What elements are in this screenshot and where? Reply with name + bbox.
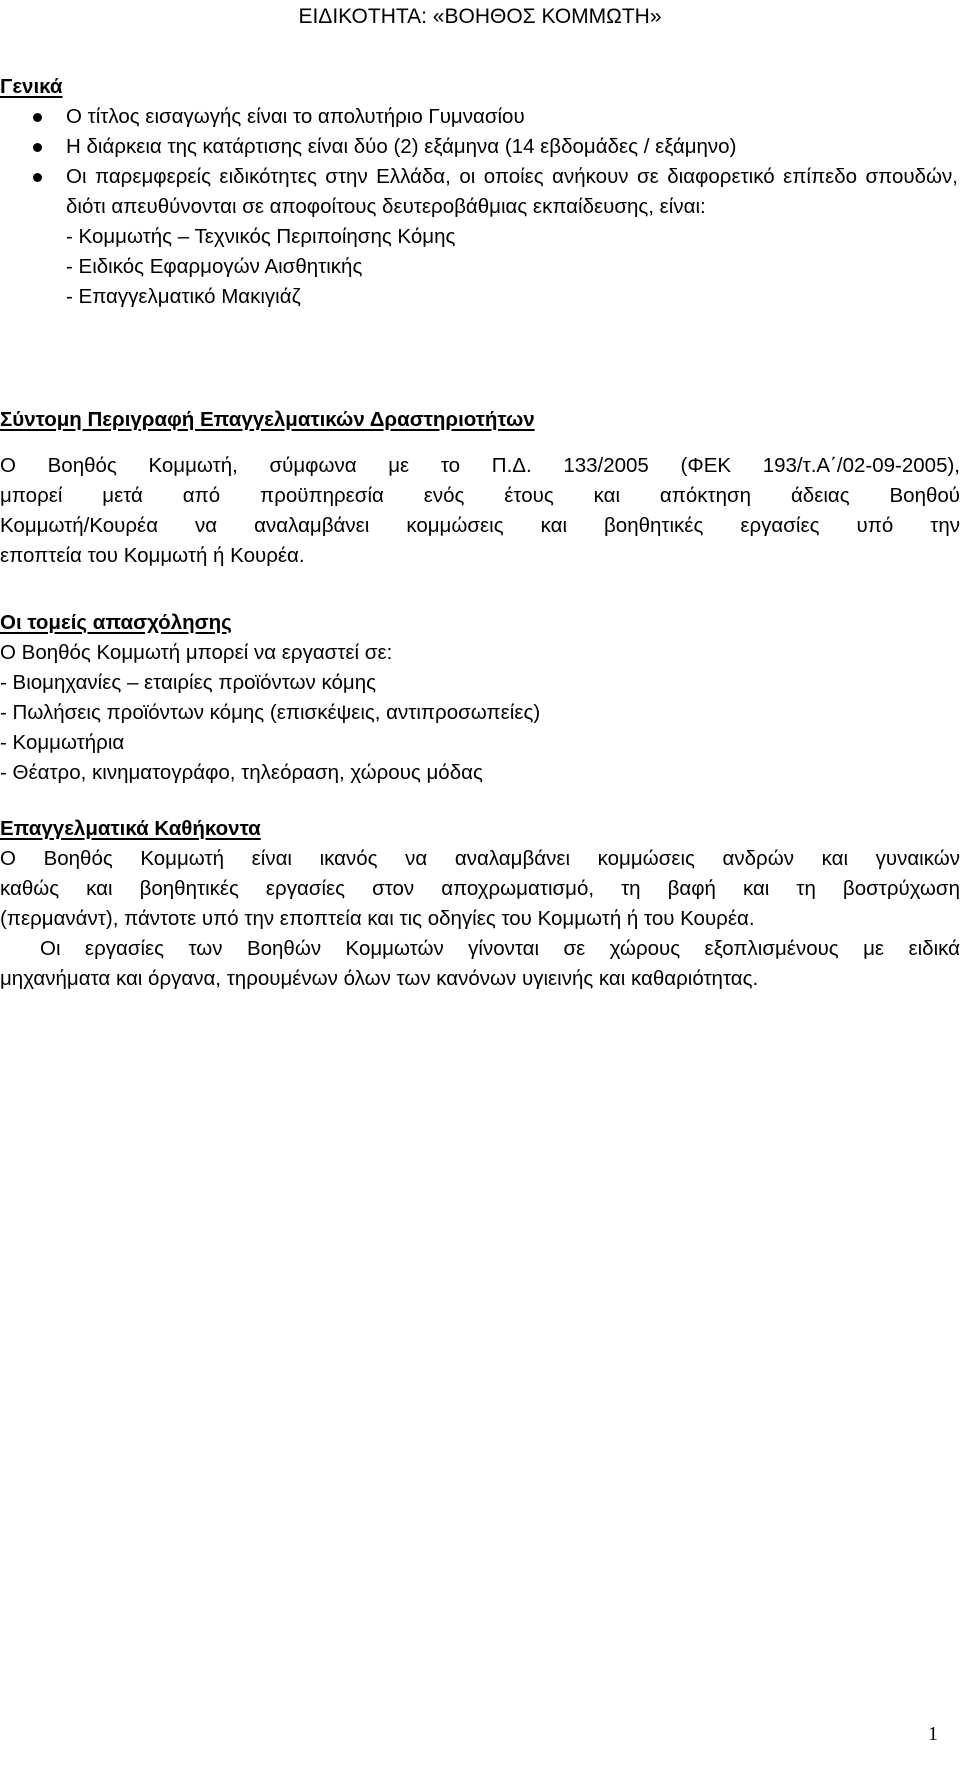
- related-specialty-item: - Ειδικός Εφαρμογών Αισθητικής: [66, 255, 363, 278]
- general-bullet-list: [0, 102, 960, 222]
- related-specialty-item: - Κομμωτής – Τεχνικός Περιποίησης Κόμης: [66, 225, 456, 248]
- duties-line: (περμανάντ), πάντοτε υπό την εποπτεία και τις οδηγίες του Κομμωτή ή του Κουρέα.: [0, 907, 755, 930]
- description-line: εποπτεία του Κομμωτή ή Κουρέα.: [0, 544, 305, 567]
- general-section: [0, 72, 960, 312]
- employment-heading: Οι τομείς απασχόλησης: [0, 611, 232, 634]
- duties-line: Ο Βοηθός Κομμωτή είναι ικανός να αναλαμβάνει κομμώσεις ανδρών και γυναικών: [0, 847, 960, 870]
- description-line: μπορεί μετά από προϋπηρεσία ενός έτους και απόκτηση άδειας Βοηθού: [0, 484, 960, 507]
- description-heading: Σύντομη Περιγραφή Επαγγελματικών Δραστηριοτήτων: [0, 408, 535, 431]
- list-item: [0, 102, 960, 132]
- employment-item: - Θέατρο, κινηματογράφο, τηλεόραση, χώρους μόδας: [0, 761, 483, 784]
- duties-line: καθώς και βοηθητικές εργασίες στον αποχρωματισμό, τη βαφή και τη βοστρύχωση: [0, 877, 960, 900]
- employment-intro: Ο Βοηθός Κομμωτή μπορεί να εργαστεί σε:: [0, 641, 393, 664]
- description-line: Ο Βοηθός Κομμωτή, σύμφωνα με το Π.Δ. 133/2005 (ΦΕΚ 193/τ.Α΄/02-09-2005),: [0, 454, 960, 477]
- page-number: 1: [928, 1723, 938, 1745]
- bullet-icon: [33, 113, 42, 122]
- bullet-icon: [33, 143, 42, 152]
- employment-section: [0, 608, 960, 788]
- document-title: ΕΙΔΙΚΟΤΗΤΑ: «ΒΟΗΘΟΣ ΚΟΜΜΩΤΗ»: [298, 5, 662, 28]
- related-specialty-item: - Επαγγελματικό Μακιγιάζ: [66, 285, 301, 308]
- list-item: [0, 132, 960, 162]
- bullet-text: Η διάρκεια της κατάρτισης είναι δύο (2) εξάμηνα (14 εβδομάδες / εξάμηνο): [66, 135, 737, 158]
- bullet-text: Ο τίτλος εισαγωγής είναι το απολυτήριο Γυμνασίου: [66, 105, 525, 128]
- duties-paragraph2-line: μηχανήματα και όργανα, τηρουμένων όλων των κανόνων υγιεινής και καθαριότητας.: [0, 967, 759, 990]
- duties-paragraph2-line: Οι εργασίες των Βοηθών Κομμωτών γίνονται σε χώρους εξοπλισμένους με ειδικά: [40, 937, 960, 960]
- description-section: [0, 405, 960, 571]
- general-heading: Γενικά: [0, 75, 63, 98]
- list-item: [0, 162, 960, 222]
- bullet-icon: [33, 173, 42, 182]
- duties-section: [0, 814, 960, 994]
- employment-item: - Πωλήσεις προϊόντων κόμης (επισκέψεις, αντιπροσωπείες): [0, 701, 541, 724]
- employment-item: - Βιομηχανίες – εταιρίες προϊόντων κόμης: [0, 671, 376, 694]
- employment-item: - Κομμωτήρια: [0, 731, 125, 754]
- duties-heading: Επαγγελματικά Καθήκοντα: [0, 817, 261, 840]
- description-line: Κομμωτή/Κουρέα να αναλαμβάνει κομμώσεις και βοηθητικές εργασίες υπό την: [0, 514, 960, 537]
- bullet-text: Οι παρεμφερείς ειδικότητες στην Ελλάδα, οι οποίες ανήκουν σε διαφορετικό επίπεδο σπουδών, διότι απευθύνονται σε αποφοίτους δευτεροβάθμιας εκπαίδευσης, είναι:: [66, 165, 958, 218]
